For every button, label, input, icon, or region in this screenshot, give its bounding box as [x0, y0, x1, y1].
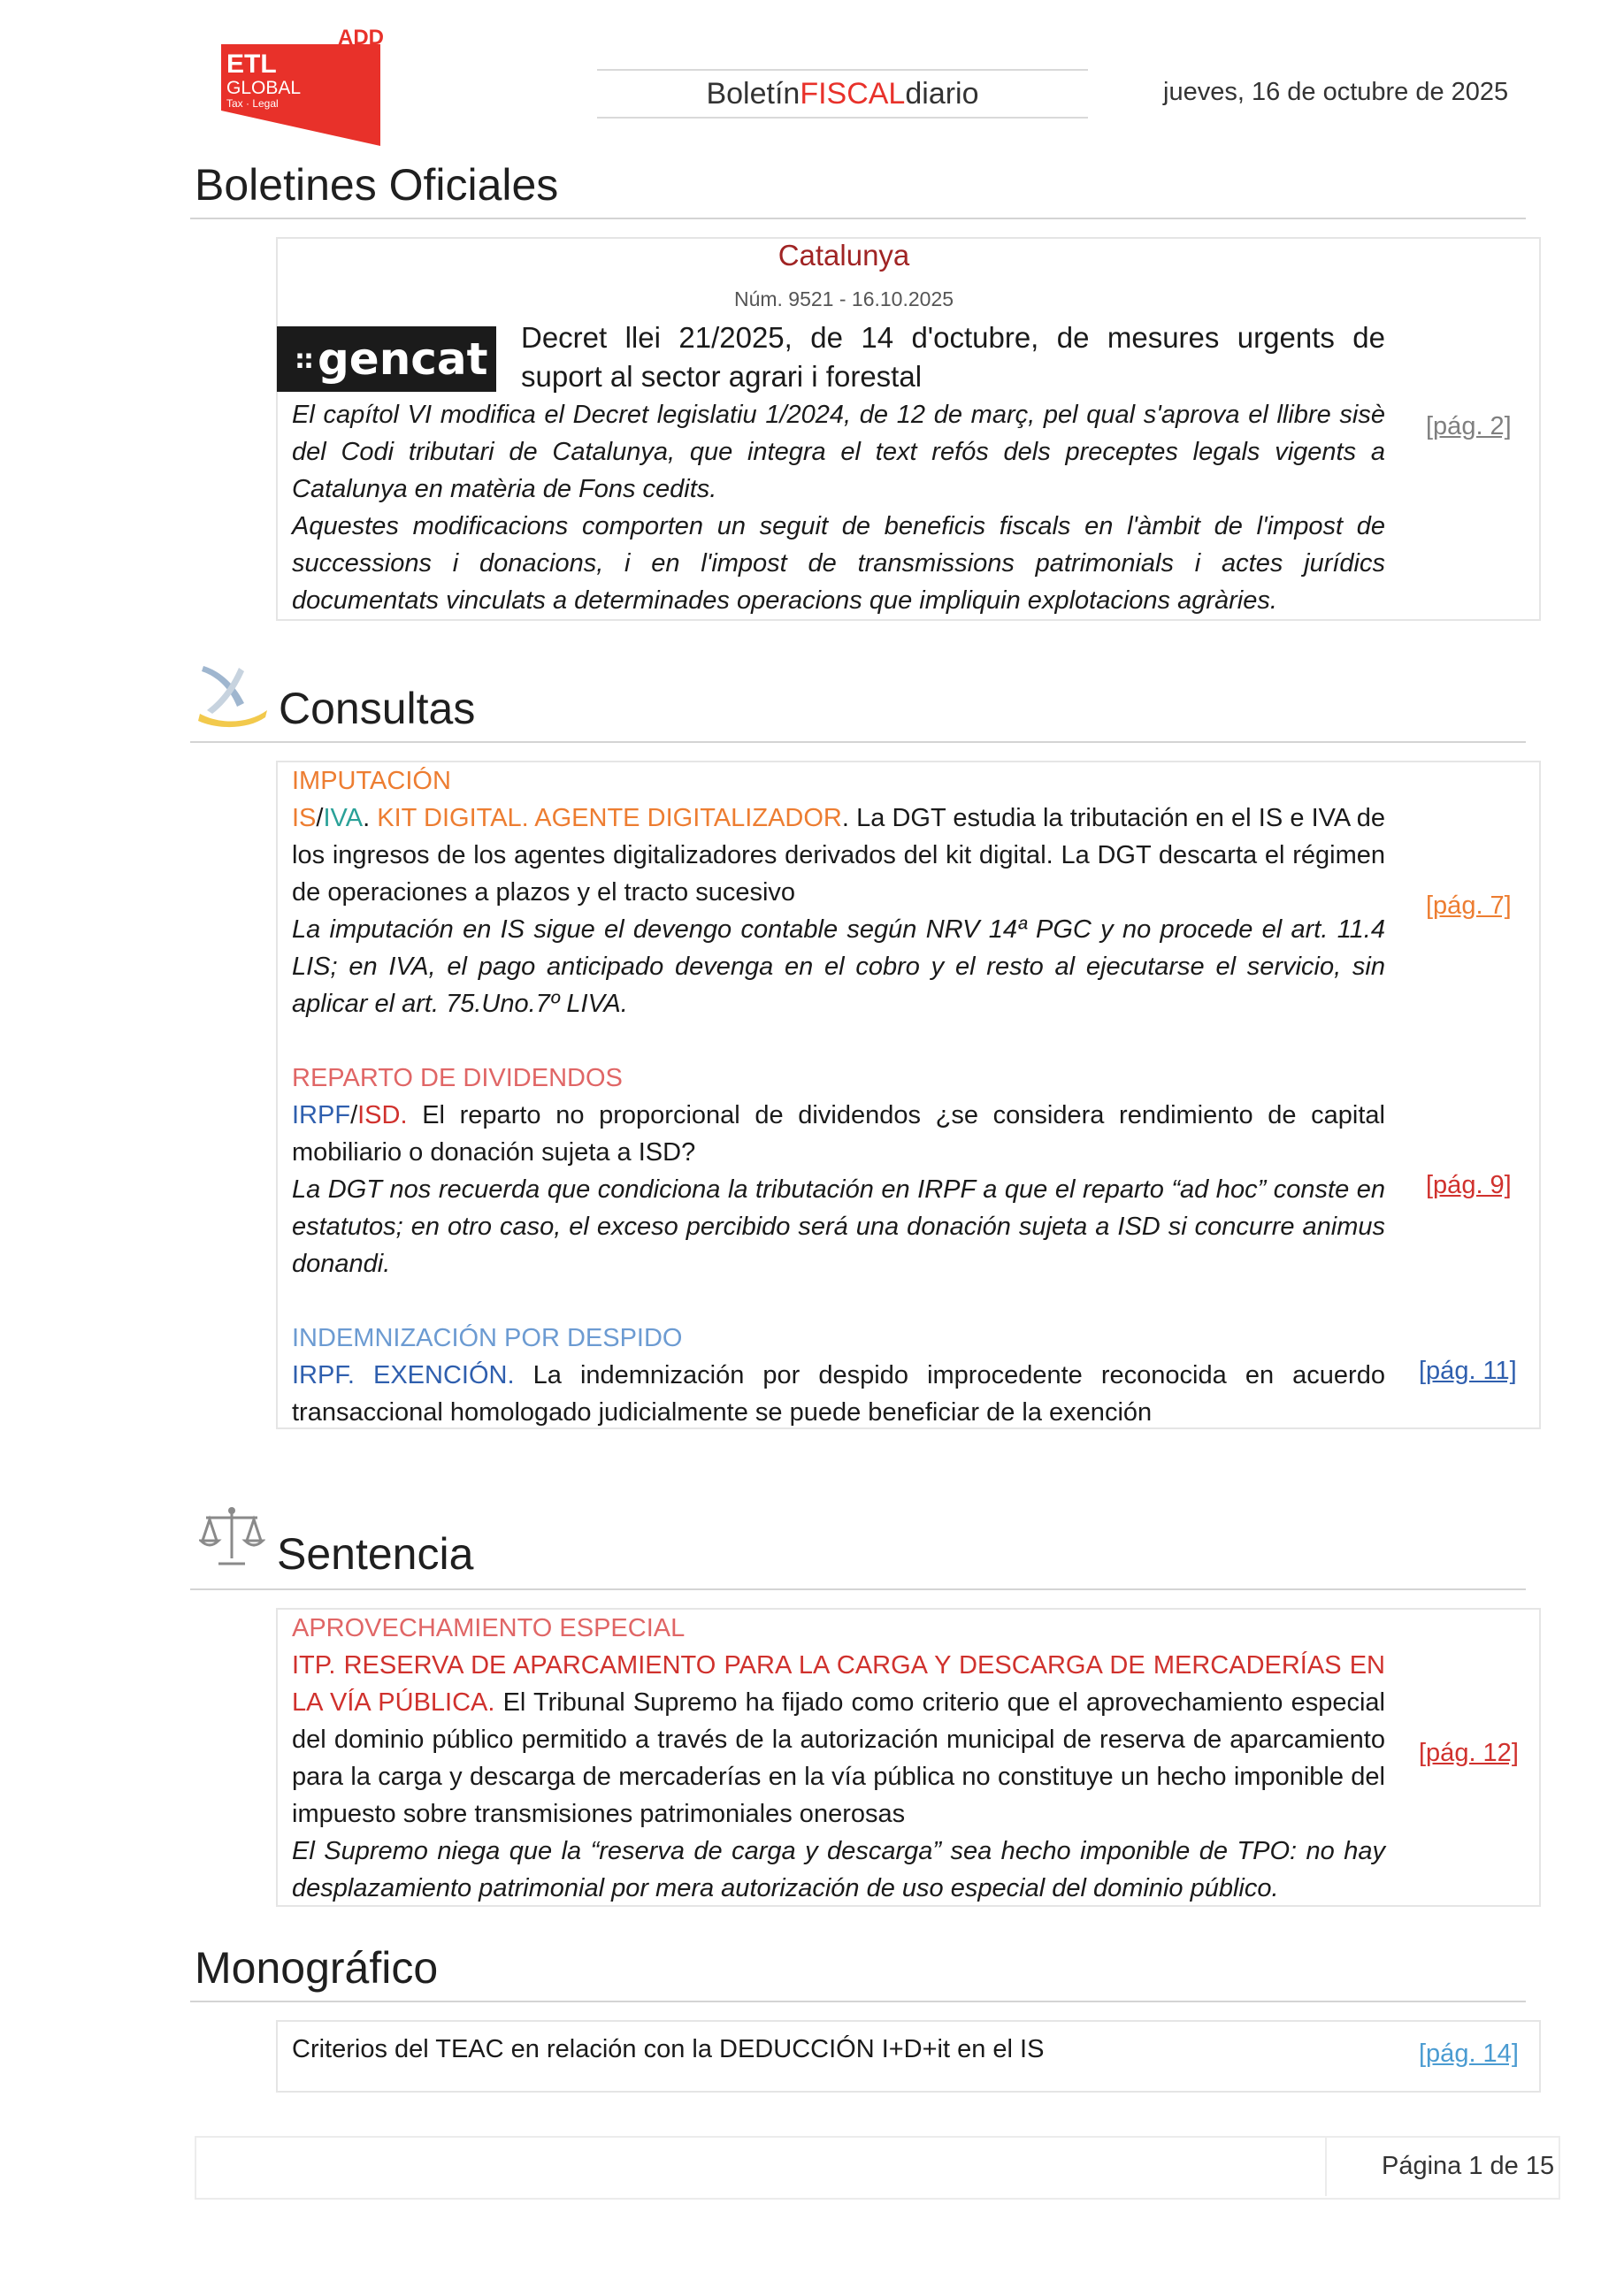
logo-etl-text: ETL	[226, 50, 277, 79]
title-highlight: FISCAL	[800, 76, 906, 111]
consulta-body: . La DGT estudia la tributación en el IS e IVA de los ingresos de los agentes digitalizadores derivados del kit digital. La DGT descarta el régimen de operaciones a plazos y el tracto sucesivo	[292, 804, 1385, 907]
page-number: Página 1 de 15	[1382, 2152, 1555, 2180]
footer	[195, 2136, 1560, 2200]
gencat-logo	[277, 326, 496, 392]
title-prefix: Boletín	[706, 76, 801, 111]
title-suffix: diario	[905, 76, 979, 111]
tag-separator: /	[316, 804, 324, 832]
decree-title-line1: Decret llei 21/2025, de 14 d'octubre, de mesures urgents de	[521, 321, 1385, 354]
gencat-dots: ::	[295, 343, 312, 375]
section-divider	[190, 218, 1526, 219]
consulta-body: La indemnización por despido improcedente reconocida en acuerdo transaccional homologado judicialmente se puede beneficiar de la exención	[292, 1361, 1385, 1427]
consulta-category: INDEMNIZACIÓN POR DESPIDO	[292, 1324, 683, 1352]
monografico-text: Criterios del TEAC en relación con la DEDUCCIÓN I+D+it en el IS	[292, 2035, 1045, 2063]
consulta-note: La DGT nos recuerda que condiciona la tributación en IRPF a que el reparto “ad hoc” conste en estatutos; en otro caso, el exceso percibido será una donación sujeta a ISD si concurre animus donandi.	[292, 1175, 1385, 1278]
sentencia-headline: ITP. RESERVA DE APARCAMIENTO PARA LA CARGA Y DESCARGA DE MERCADERÍAS EN LA VÍA PÚBLICA.	[292, 1651, 1385, 1717]
logo-add-text: ADD	[338, 27, 384, 50]
consulta-item-1	[292, 800, 1385, 911]
consulta-headline: IRPF. EXENCIÓN.	[292, 1361, 515, 1389]
sentencia-body: El Tribunal Supremo ha fijado como criterio que el aprovechamiento especial del dominio público permitido a través de la autorización municipal de reserva de aparcamiento para la carga y descarga de mercaderías en la vía pública no constituye un hecho imponible del impuesto sobre transmisiones patrimoniales onerosas	[292, 1688, 1385, 1828]
gencat-text: gencat	[318, 333, 488, 385]
logo-sub-text: Tax · Legal	[226, 97, 279, 110]
logo-global-text: GLOBAL	[226, 78, 302, 98]
decree-summary-2: Aquestes modificacions comporten un seguit de beneficis fiscals en l'àmbit de l'impost de successions i donacions, i en l'impost de transmissions patrimonials i actes jurídics documentats vinculats a determinades operacions que impliquin explotacions agràries.	[292, 512, 1385, 615]
page-ref-link[interactable]: [pág. 7]	[1426, 892, 1512, 920]
consulta-item-2	[292, 1097, 1385, 1171]
section-divider	[190, 741, 1526, 743]
region-title: Catalunya	[778, 239, 910, 272]
footer-divider	[1325, 2136, 1327, 2196]
consulta-category: IMPUTACIÓN	[292, 767, 451, 795]
page-ref-link[interactable]: [pág. 11]	[1419, 1357, 1517, 1385]
section-heading-consultas: Consultas	[279, 684, 476, 733]
scales-of-justice-icon	[199, 1504, 265, 1570]
page-ref-link[interactable]: [pág. 2]	[1426, 412, 1512, 440]
tax-tag: IRPF	[292, 1101, 351, 1129]
etl-global-logo	[221, 27, 386, 146]
consulta-item-3	[292, 1357, 1385, 1431]
tag-separator: /	[350, 1101, 358, 1129]
consulta-category: REPARTO DE DIVIDENDOS	[292, 1064, 623, 1092]
section-divider	[190, 1588, 1526, 1590]
section-heading-sentencia: Sentencia	[277, 1529, 474, 1579]
tax-tag: ISD.	[357, 1101, 408, 1129]
tag-separator: .	[363, 804, 378, 832]
section-heading-boletines: Boletines Oficiales	[195, 160, 559, 210]
tax-tag: IS	[292, 804, 317, 832]
page-ref-link[interactable]: [pág. 12]	[1419, 1739, 1519, 1767]
tax-tag: IVA	[323, 804, 364, 832]
tax-agency-logo-icon	[196, 659, 269, 730]
decree-summary: El capítol VI modifica el Decret legislatiu 1/2024, de 12 de març, pel qual s'aprova el llibre sisè del Codi tributari de Catalunya, que integra el text refós dels preceptes legals vigents a Catalunya en matèria de Fons cedits.	[292, 401, 1385, 503]
section-divider	[190, 2001, 1526, 2002]
bulletin-number: Núm. 9521 - 16.10.2025	[733, 287, 954, 310]
section-heading-monografico: Monográfico	[195, 1943, 439, 1993]
bulletin-date: jueves, 16 de octubre de 2025	[1163, 78, 1509, 106]
page-ref-link[interactable]: [pág. 9]	[1426, 1171, 1512, 1199]
consulta-headline: KIT DIGITAL. AGENTE DIGITALIZADOR	[377, 804, 842, 832]
consulta-note: La imputación en IS sigue el devengo contable según NRV 14ª PGC y no procede el art. 11.4 LIS; en IVA, el pago anticipado devenga en el cobro y el resto al ejecutarse el servicio, sin aplicar el art. 75.Uno.7º LIVA.	[292, 915, 1385, 1018]
sentencia-text	[292, 1647, 1385, 1833]
consulta-body: El reparto no proporcional de dividendos ¿se considera rendimiento de capital mobiliario o donación sujeta a ISD?	[292, 1101, 1385, 1167]
page-ref-link[interactable]: [pág. 14]	[1419, 2040, 1519, 2068]
decree-title-line2: suport al sector agrari i forestal	[521, 360, 923, 393]
sentencia-note: El Supremo niega que la “reserva de carga y descarga” sea hecho imponible de TPO: no hay desplazamiento patrimonial por mera autorización de uso especial del dominio público.	[292, 1837, 1385, 1902]
bulletin-title	[597, 69, 1088, 119]
sentencia-category: APROVECHAMIENTO ESPECIAL	[292, 1614, 686, 1642]
